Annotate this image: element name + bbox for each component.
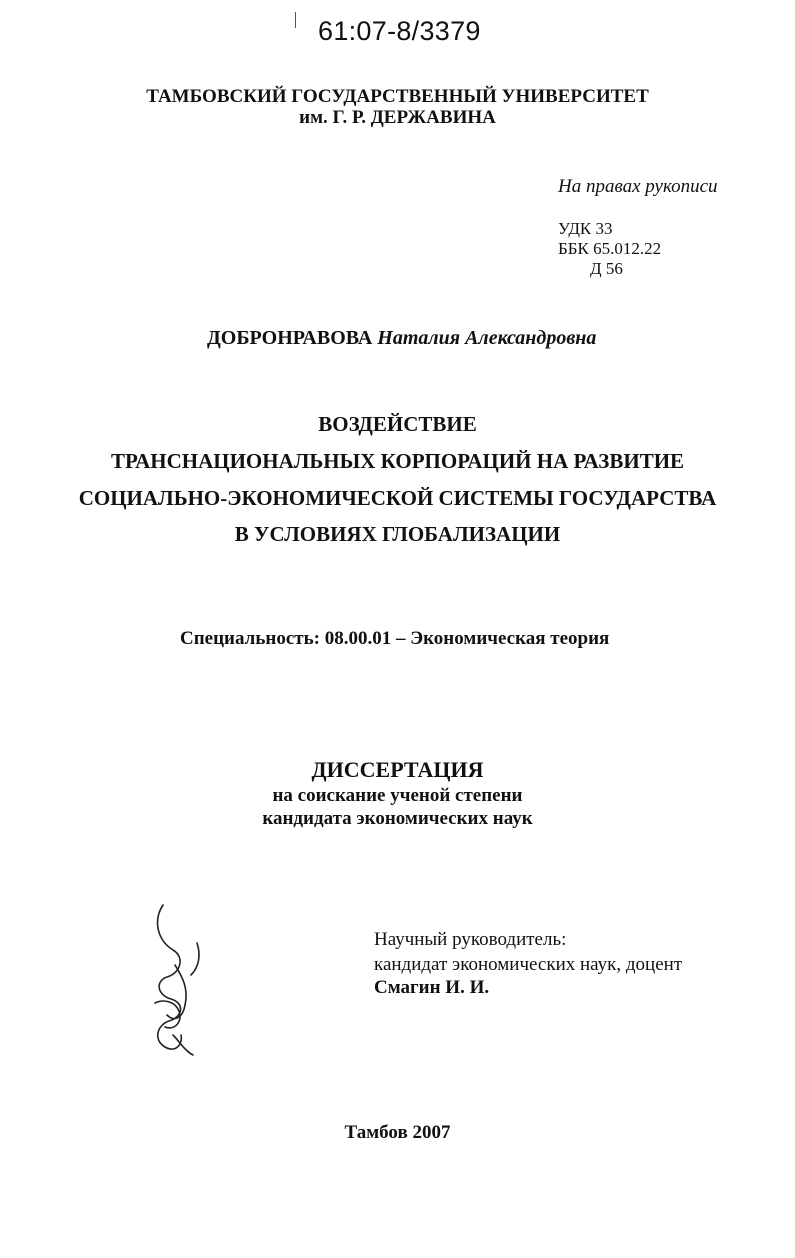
author-mark: Д 56 [590, 259, 623, 278]
city-year: Тамбов 2007 [344, 1122, 451, 1143]
supervisor-label: Научный руководитель: [374, 929, 567, 950]
author-surname: ДОБРОНРАВОВА [207, 327, 373, 349]
archive-code: 61:07-8/3379 [318, 16, 481, 46]
scan-mark [295, 12, 296, 28]
title-line-4: В УСЛОВИЯХ ГЛОБАЛИЗАЦИИ [234, 522, 561, 546]
university-named-after: им. Г. Р. ДЕРЖАВИНА [299, 107, 496, 128]
author-given-names: Наталия Александровна [377, 327, 597, 349]
udk-code: УДК 33 [558, 219, 613, 238]
author-name [207, 327, 596, 350]
title-line-2: ТРАНСНАЦИОНАЛЬНЫХ КОРПОРАЦИЙ НА РАЗВИТИЕ [110, 449, 685, 473]
supervisor-degree: кандидат экономических наук, доцент [374, 954, 683, 975]
title-line-1: ВОЗДЕЙСТВИЕ [318, 412, 477, 436]
title-line-3: СОЦИАЛЬНО-ЭКОНОМИЧЕСКОЙ СИСТЕМЫ ГОСУДАРСТВА [78, 486, 717, 510]
degree-line-1: на соискание ученой степени [272, 785, 523, 806]
supervisor-name: Смагин И. И. [374, 977, 490, 998]
university-name: ТАМБОВСКИЙ ГОСУДАРСТВЕННЫЙ УНИВЕРСИТЕТ [146, 86, 649, 107]
specialty: Специальность: 08.00.01 – Экономическая теория [180, 628, 610, 649]
dissertation-heading: ДИССЕРТАЦИЯ [311, 757, 484, 782]
manuscript-rights: На правах рукописи [558, 176, 718, 197]
handwritten-signature-icon [145, 895, 215, 1060]
bbk-code: ББК 65.012.22 [558, 239, 662, 258]
degree-line-2: кандидата экономических наук [262, 808, 533, 829]
